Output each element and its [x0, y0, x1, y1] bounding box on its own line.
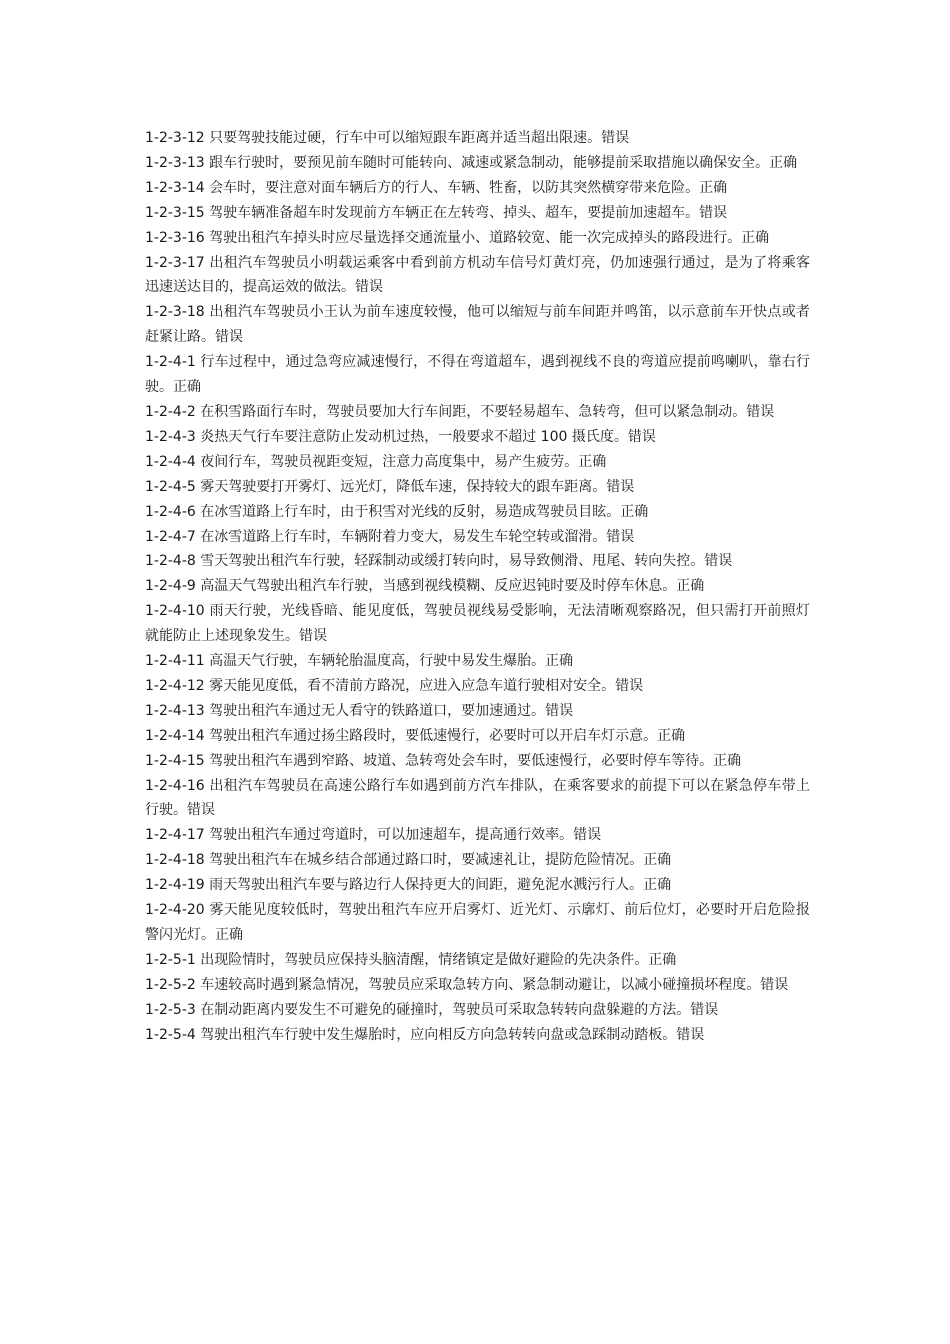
question-item: 1-2-3-14 会车时，要注意对面车辆后方的行人、车辆、牲畜，以防其突然横穿带来危险。正确: [145, 179, 728, 196]
question-item: 1-2-4-6 在冰雪道路上行车时，由于积雪对光线的反射，易造成驾驶员目眩。正确: [145, 503, 649, 520]
question-item: 1-2-3-16 驾驶出租汽车掉头时应尽量选择交通流量小、道路较宽、能一次完成掉头的路段进行。正确: [145, 229, 770, 246]
question-item: 1-2-3-17 出租汽车驾驶员小明载运乘客中看到前方机动车信号灯黄灯亮，仍加速强行通过，是为了将乘客迅速送达目的，提高运效的做法。错误: [145, 254, 810, 296]
question-item: 1-2-5-2 车速较高时遇到紧急情况，驾驶员应采取急转方向、紧急制动避让，以减小碰撞损坏程度。错误: [145, 976, 789, 993]
question-item: 1-2-4-11 高温天气行驶，车辆轮胎温度高，行驶中易发生爆胎。正确: [145, 653, 574, 670]
question-list: [145, 126, 810, 1048]
question-item: 1-2-4-7 在冰雪道路上行车时，车辆附着力变大，易发生车轮空转或溜滑。错误: [145, 528, 635, 545]
question-item: 1-2-5-1 出现险情时，驾驶员应保持头脑清醒，情绪镇定是做好避险的先决条件。正确: [145, 951, 677, 968]
question-item: 1-2-4-19 雨天驾驶出租汽车要与路边行人保持更大的间距，避免泥水溅污行人。正确: [145, 877, 672, 894]
question-item: 1-2-4-13 驾驶出租汽车通过无人看守的铁路道口，要加速通过。错误: [145, 702, 574, 719]
question-item: 1-2-4-16 出租汽车驾驶员在高速公路行车如遇到前方汽车排队，在乘客要求的前提下可以在紧急停车带上行驶。错误: [145, 777, 810, 819]
question-item: 1-2-4-15 驾驶出租汽车遇到窄路、坡道、急转弯处会车时，要低速慢行，必要时停车等待。正确: [145, 752, 742, 769]
question-item: 1-2-4-10 雨天行驶，光线昏暗、能见度低，驾驶员视线易受影响，无法清晰观察路况，但只需打开前照灯就能防止上述现象发生。错误: [145, 603, 810, 645]
question-item: 1-2-4-4 夜间行车，驾驶员视距变短，注意力高度集中，易产生疲劳。正确: [145, 453, 607, 470]
question-item: 1-2-5-3 在制动距离内要发生不可避免的碰撞时，驾驶员可采取急转转向盘躲避的方法。错误: [145, 1001, 719, 1018]
question-item: 1-2-3-18 出租汽车驾驶员小王认为前车速度较慢，他可以缩短与前车间距并鸣笛，以示意前车开快点或者赶紧让路。错误: [145, 304, 810, 346]
question-item: 1-2-4-5 雾天驾驶要打开雾灯、远光灯，降低车速，保持较大的跟车距离。错误: [145, 478, 635, 495]
question-item: 1-2-4-14 驾驶出租汽车通过扬尘路段时，要低速慢行，必要时可以开启车灯示意。正确: [145, 727, 686, 744]
question-item: 1-2-4-2 在积雪路面行车时，驾驶员要加大行车间距，不要轻易超车、急转弯，但可以紧急制动。错误: [145, 403, 775, 420]
question-item: 1-2-3-15 驾驶车辆准备超车时发现前方车辆正在左转弯、掉头、超车，要提前加速超车。错误: [145, 204, 728, 221]
question-item: 1-2-5-4 驾驶出租汽车行驶中发生爆胎时，应向相反方向急转转向盘或急踩制动踏板。错误: [145, 1026, 705, 1043]
question-item: 1-2-4-20 雾天能见度较低时，驾驶出租汽车应开启雾灯、近光灯、示廓灯、前后位灯，必要时开启危险报警闪光灯。正确: [145, 902, 810, 943]
question-item: 1-2-4-3 炎热天气行车要注意防止发动机过热，一般要求不超过 100 摄氏度。错误: [145, 428, 656, 445]
question-item: 1-2-3-12 只要驾驶技能过硬，行车中可以缩短跟车距离并适当超出限速。错误: [145, 130, 630, 146]
question-item: 1-2-4-1 行车过程中，通过急弯应减速慢行，不得在弯道超车，遇到视线不良的弯道应提前鸣喇叭，靠右行驶。正确: [145, 354, 810, 396]
question-item: 1-2-4-17 驾驶出租汽车通过弯道时，可以加速超车，提高通行效率。错误: [145, 827, 602, 844]
question-item: 1-2-4-9 高温天气驾驶出租汽车行驶，当感到视线模糊、反应迟钝时要及时停车休息。正确: [145, 578, 705, 595]
question-item: 1-2-3-13 跟车行驶时，要预见前车随时可能转向、减速或紧急制动，能够提前采取措施以确保安全。正确: [145, 154, 798, 171]
question-item: 1-2-4-8 雪天驾驶出租汽车行驶，轻踩制动或缓打转向时，易导致侧滑、甩尾、转向失控。错误: [145, 553, 733, 570]
question-item: 1-2-4-18 驾驶出租汽车在城乡结合部通过路口时，要减速礼让，提防危险情况。正确: [145, 852, 672, 869]
question-item: 1-2-4-12 雾天能见度低，看不清前方路况，应进入应急车道行驶相对安全。错误: [145, 677, 644, 694]
